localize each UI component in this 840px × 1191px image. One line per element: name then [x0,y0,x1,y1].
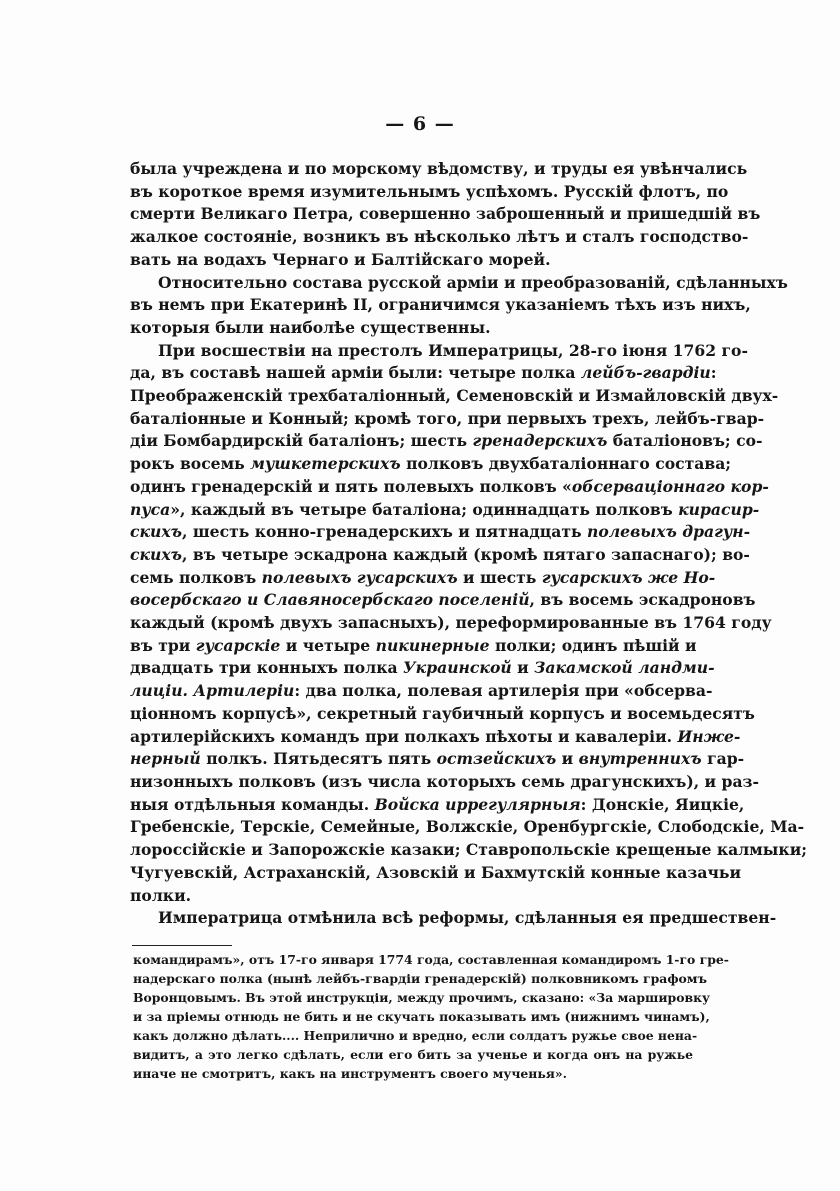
footnote-line: видитъ, а это легко сдѣлать, если его бить за ученье и когда онъ на ружье [133,1047,693,1062]
text-line: полки. [130,885,192,905]
text-line: лиціи. Артилеріи: два полка, полевая артилерія при «обсерва- [130,681,713,701]
text-line: скихъ, шесть конно-гренадерскихъ и пятнадцать полевыхъ драгун- [130,522,751,542]
text-line: Преображенскій трехбаталіонный, Семеновскій и Измайловскій двух- [130,386,779,406]
text-line: одинъ гренадерскій и пять полевыхъ полковъ «обсерваціоннаго кор- [130,476,769,496]
text-line: Относительно состава русской арміи и преобразованій, сдѣланныхъ [158,272,788,292]
text-line: ціонномъ корпусѣ», секретный гаубичный корпусъ и восемьдесятъ [130,703,755,723]
text-line: вать на водахъ Чернаго и Балтійскаго морей. [130,249,551,269]
text-line: двадцать три конныхъ полка Украинской и Закамской ландми- [130,658,715,678]
footnote-line: Воронцовымъ. Въ этой инструкціи, между прочимъ, сказано: «За маршировку [133,990,710,1005]
text-line: пуса», каждый въ четыре баталіона; одиннадцать полковъ кирасир- [130,499,760,519]
text-line: семь полковъ полевыхъ гусарскихъ и шесть гусарскихъ же Но- [130,567,716,587]
text-line: Чугуевскій, Астраханскій, Азовскій и Бахмутскій конные казачьи [130,862,742,882]
text-line: ныя отдѣльныя команды. Войска иррегулярныя: Донскіе, Яицкіе, [130,794,745,814]
text-line: Императрица отмѣнила всѣ реформы, сдѣланныя ея предшествен- [158,908,777,928]
text-line: каждый (кромѣ двухъ запасныхъ), переформированные въ 1764 году [130,613,772,633]
text-line: да, въ составѣ нашей арміи были: четыре полка лейбъ-гвардіи: [130,363,717,383]
text-line: въ короткое время изумительнымъ успѣхомъ. Русскій флотъ, по [130,181,729,201]
footnote-line: иначе не смотритъ, какъ на инструментъ своего мученья». [133,1066,567,1081]
footnote [133,950,729,1083]
text-line: При восшествіи на престолъ Императрицы, 28-го іюня 1762 го- [158,340,748,360]
text-line: въ три гусарскіе и четыре пикинерные полки; одинъ пѣшій и [130,635,697,655]
footnote-divider [132,945,232,946]
text-line: жалкое состояніе, возникъ въ нѣсколько лѣтъ и сталъ господство- [130,227,749,247]
text-line: низонныхъ полковъ (изъ числа которыхъ семь драгунскихъ), и раз- [130,771,759,791]
text-line: которыя были наиболѣе существенны. [130,317,491,337]
text-line: въ немъ при Екатеринѣ II, ограничимся указаніемъ тѣхъ изъ нихъ, [130,295,751,315]
text-line: нерный полкъ. Пятьдесятъ пять остзейскихъ и внутреннихъ гар- [130,749,745,769]
text-line: баталіонные и Конный; кромѣ того, при первыхъ трехъ, лейбъ-гвар- [130,408,765,428]
text-line: скихъ, въ четыре эскадрона каждый (кромѣ пятаго запаснаго); во- [130,544,750,564]
text-line: была учреждена и по морскому вѣдомству, и труды ея увѣнчались [130,159,748,178]
text-line: Гребенскіе, Терскіе, Семейные, Волжскіе, Оренбургскіе, Слободскіе, Ма- [130,817,805,837]
page-number: — 6 — [385,113,455,135]
footnote-line: какъ должно дѣлать.... Неприлично и вредно, если солдатъ ружье свое нена- [133,1028,698,1043]
text-line: рокъ восемь мушкетерскихъ полковъ двухбаталіоннаго состава; [130,454,732,474]
text-line: діи Бомбардирскій баталіонъ; шесть гренадерскихъ баталіоновъ; со- [130,431,763,451]
text-line: восербскаго и Славяносербскаго поселеній, въ восемь эскадроновъ [130,590,756,610]
footnote-line: командирамъ», отъ 17-го января 1774 года, составленная командиромъ 1-го гре- [133,952,729,967]
footnote-line: надерскаго полка (нынѣ лейбъ-гвардіи гренадерскій) полковникомъ графомъ [133,971,708,986]
text-line: артилерійскихъ командъ при полкахъ пѣхоты и кавалеріи. Инже- [130,726,741,746]
main-text [130,158,808,930]
text-line: смерти Великаго Петра, совершенно заброшенный и пришедшій въ [130,204,761,224]
footnote-line: и за пріемы отнюдь не бить и не скучать показывать имъ (нижнимъ чинамъ), [133,1009,710,1024]
text-line: лороссійскіе и Запорожскіе казаки; Ставропольскіе крещеные калмыки; [130,840,808,860]
